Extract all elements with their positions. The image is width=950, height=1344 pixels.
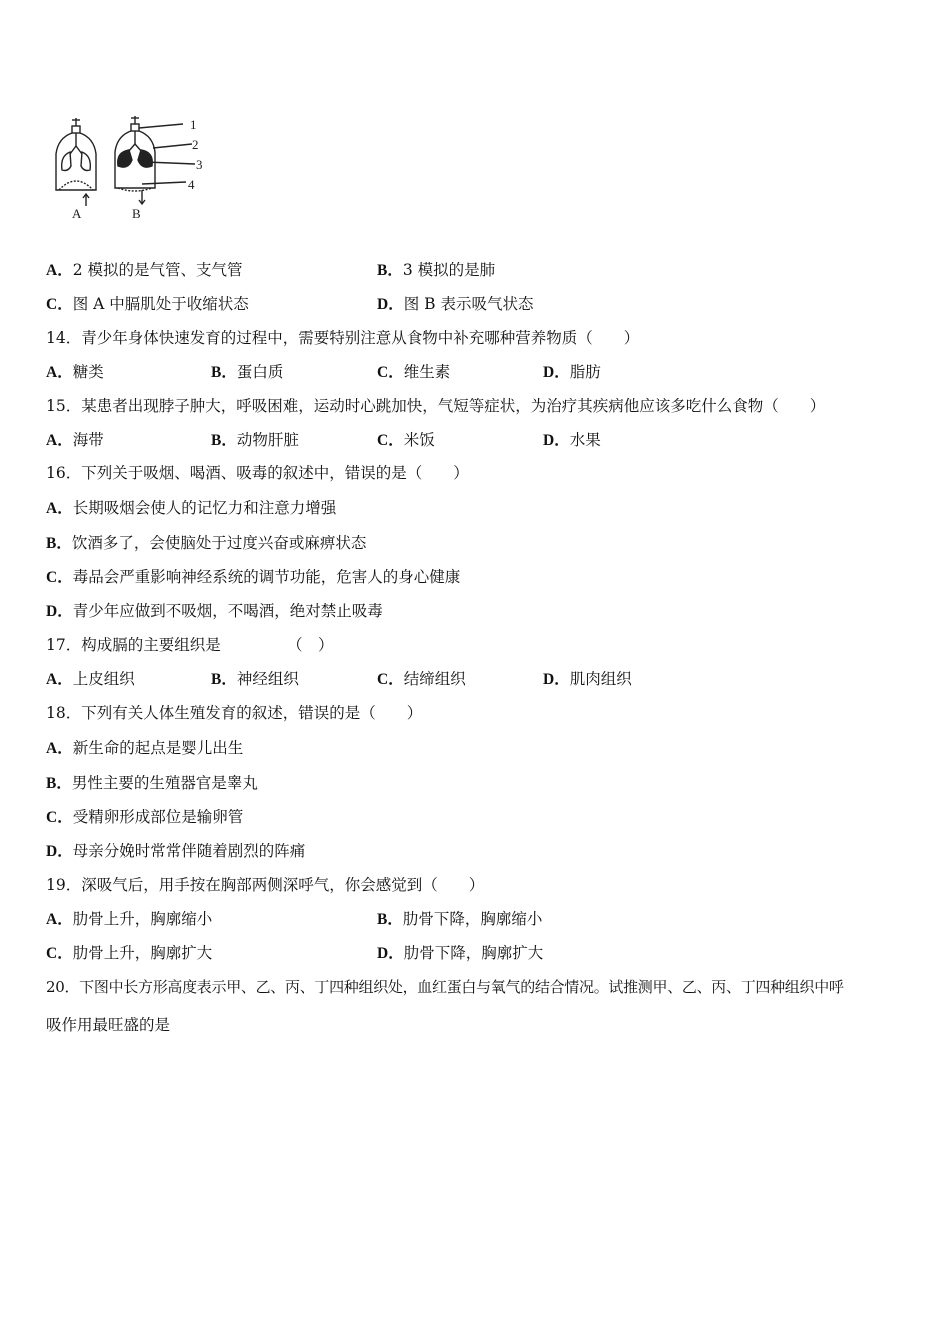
q16-option-d: D．青少年应做到不吸烟，不喝酒，绝对禁止吸毒 [46,602,383,620]
q19-option-c: C．肋骨上升，胸廓扩大 [46,944,213,962]
q17-option-c: C．结缔组织 [377,670,466,688]
q17-option-b: B．神经组织 [211,670,299,688]
q14-stem: 14．青少年身体快速发育的过程中，需要特别注意从食物中补充哪种营养物质（ ） [46,329,640,347]
q14-option-d: D．脂肪 [543,363,601,381]
q13-option-a: A．2 模拟的是气管、支气管 [46,261,243,279]
q16-option-c: C．毒品会严重影响神经系统的调节功能，危害人的身心健康 [46,568,461,586]
q17-option-d: D．肌肉组织 [543,670,632,688]
figure-number-3: 3 [196,157,203,172]
q18-option-a: A．新生命的起点是婴儿出生 [46,739,244,757]
q18-option-c: C．受精卵形成部位是输卵管 [46,808,244,826]
bell-jar-model-figure [50,112,220,224]
q19-option-b: B．肋骨下降，胸廓缩小 [377,910,543,928]
q15-option-b: B．动物肝脏 [211,431,299,449]
q15-stem: 15．某患者出现脖子肿大，呼吸困难，运动时心跳加快，气短等症状，为治疗其疾病他应该多吃什么食物（ ） [46,397,826,415]
bell-jar-b [115,116,195,204]
figure-number-4: 4 [188,177,195,192]
q17-stem: 17．构成膈的主要组织是 [46,636,221,654]
figure-number-1: 1 [190,117,197,132]
bell-jar-a [56,118,96,206]
q17-answer-paren: （ ） [287,636,334,654]
q18-option-b: B．男性主要的生殖器官是睾丸 [46,774,258,792]
q16-stem: 16．下列关于吸烟、喝酒、吸毒的叙述中，错误的是（ ） [46,464,469,482]
q20-stem-line1: 20．下图中长方形高度表示甲、乙、丙、丁四种组织处，血红蛋白与氧气的结合情况。试推测甲、乙、丙、丁四种组织中呼 [46,978,844,996]
q16-option-a: A．长期吸烟会使人的记忆力和注意力增强 [46,499,337,517]
q19-option-a: A．肋骨上升，胸廓缩小 [46,910,213,928]
q13-option-c: C．图 A 中膈肌处于收缩状态 [46,295,249,313]
q15-option-a: A．海带 [46,431,104,449]
q16-option-b: B．饮酒多了，会使脑处于过度兴奋或麻痹状态 [46,534,367,552]
q19-option-d: D．肋骨下降，胸廓扩大 [377,944,544,962]
q13-option-b: B．3 模拟的是肺 [377,261,496,279]
q19-stem: 19．深吸气后，用手按在胸部两侧深呼气，你会感觉到（ ） [46,876,485,894]
q17-option-a: A．上皮组织 [46,670,135,688]
q13-option-d: D．图 B 表示吸气状态 [377,295,534,313]
figure-label-a: A [72,206,82,221]
figure-label-b: B [132,206,141,221]
q15-option-c: C．米饭 [377,431,435,449]
q18-stem: 18．下列有关人体生殖发育的叙述，错误的是（ ） [46,704,423,722]
q18-option-d: D．母亲分娩时常常伴随着剧烈的阵痛 [46,842,306,860]
q15-option-d: D．水果 [543,431,601,449]
q14-option-a: A．糖类 [46,363,104,381]
q14-option-b: B．蛋白质 [211,363,284,381]
q20-stem-line2: 吸作用最旺盛的是 [46,1016,171,1034]
figure-number-2: 2 [192,137,199,152]
q14-option-c: C．维生素 [377,363,451,381]
